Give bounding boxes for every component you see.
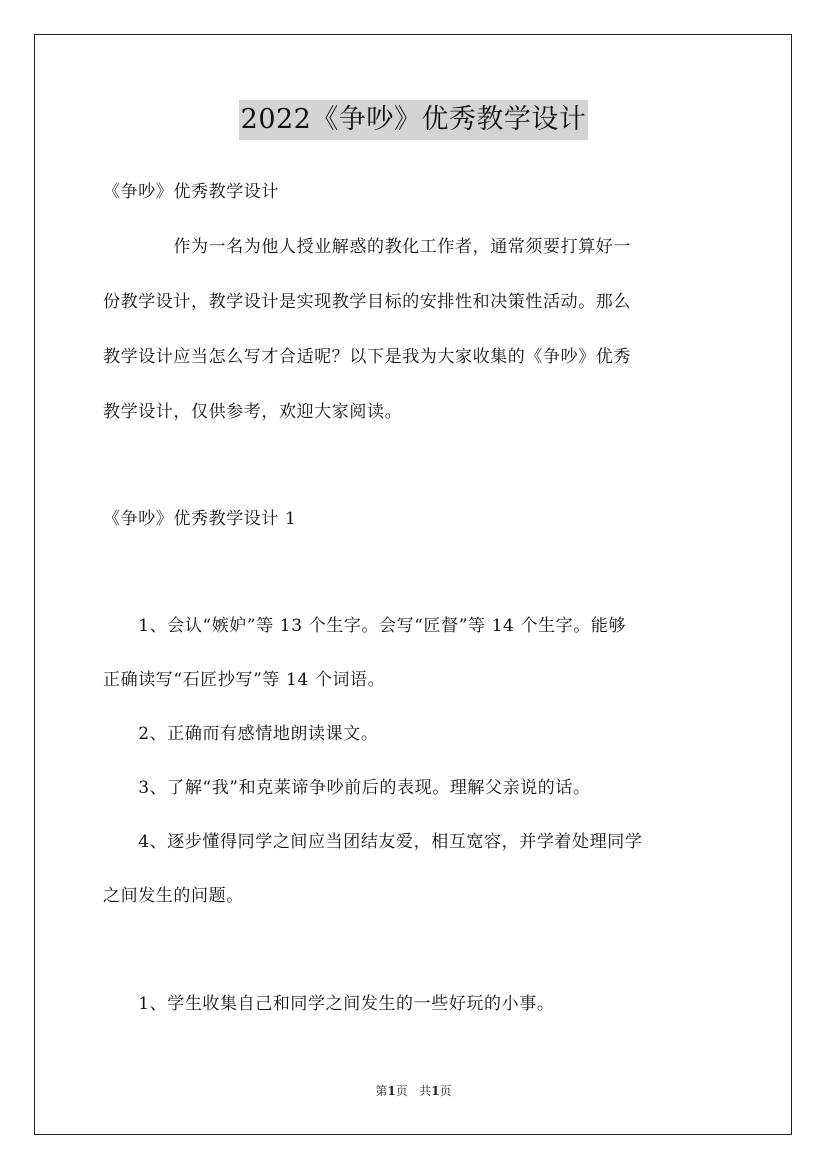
goal-line-6: 之间发生的问题。 [103,886,244,906]
page-footer [0,1082,827,1100]
document-title: 2022《争吵》优秀教学设计 [239,100,589,140]
total-prefix: 共 [419,1084,432,1098]
intro-line-1: 作为一名为他人授业解惑的教化工作者，通常须要打算好一 [103,237,631,257]
page-prefix: 第 [375,1084,388,1098]
section-heading: 《争吵》优秀教学设计 1 [103,509,297,529]
title-container [0,100,827,140]
goal-line-5: 4、逐步懂得同学之间应当团结友爱，相互宽容，并学着处理同学 [103,832,643,852]
page-suffix: 页 [395,1084,408,1098]
goal-line-2: 正确读写“石匠抄写”等 14 个词语。 [103,670,386,690]
total-suffix: 页 [439,1084,452,1098]
goal-line-1: 1、会认“嫉妒”等 13 个生字。会写“匠督”等 14 个生字。能够 [103,616,627,636]
document-subtitle: 《争吵》优秀教学设计 [103,182,279,202]
intro-line-3: 教学设计应当怎么写才合适呢？以下是我为大家收集的《争吵》优秀 [103,347,631,367]
intro-line-4: 教学设计，仅供参考，欢迎大家阅读。 [103,402,403,422]
total-number: 1 [431,1084,440,1098]
goal-line-4: 3、了解“我”和克莱谛争吵前后的表现。理解父亲说的话。 [103,778,591,798]
goal-line-3: 2、正确而有感情地朗读课文。 [103,724,379,744]
intro-line-2: 份教学设计，教学设计是实现教学目标的安排性和决策性活动。那么 [103,292,631,312]
page-number: 1 [387,1084,396,1098]
prep-line-1: 1、学生收集自己和同学之间发生的一些好玩的小事。 [103,994,555,1014]
